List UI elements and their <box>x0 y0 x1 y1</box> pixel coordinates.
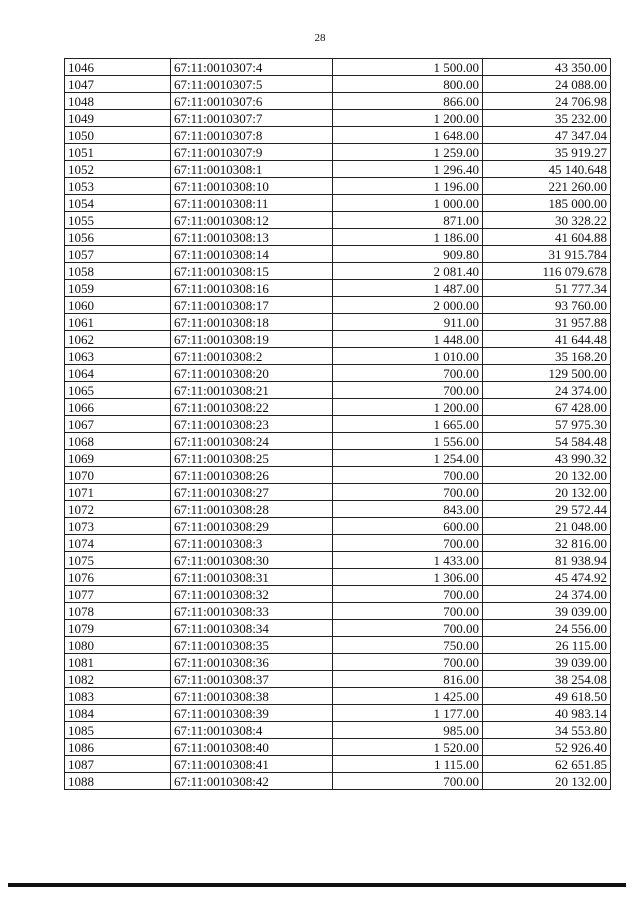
row-number-cell: 1067 <box>65 416 171 433</box>
cadastral-number-cell: 67:11:0010308:36 <box>171 654 333 671</box>
area-cell: 700.00 <box>333 654 483 671</box>
row-number-cell: 1072 <box>65 501 171 518</box>
value-cell: 35 919.27 <box>483 144 611 161</box>
area-cell: 985.00 <box>333 722 483 739</box>
value-cell: 51 777.34 <box>483 280 611 297</box>
table-row <box>65 756 611 773</box>
table-row <box>65 263 611 280</box>
cadastral-number-cell: 67:11:0010308:27 <box>171 484 333 501</box>
row-number-cell: 1063 <box>65 348 171 365</box>
cadastral-number-cell: 67:11:0010308:32 <box>171 586 333 603</box>
table-row <box>65 535 611 552</box>
table-row <box>65 280 611 297</box>
value-cell: 47 347.04 <box>483 127 611 144</box>
table-row <box>65 144 611 161</box>
cadastral-number-cell: 67:11:0010308:20 <box>171 365 333 382</box>
cadastral-number-cell: 67:11:0010307:7 <box>171 110 333 127</box>
cadastral-number-cell: 67:11:0010307:9 <box>171 144 333 161</box>
cadastral-number-cell: 67:11:0010308:42 <box>171 773 333 790</box>
area-cell: 1 296.40 <box>333 161 483 178</box>
area-cell: 1 200.00 <box>333 110 483 127</box>
table-row <box>65 212 611 229</box>
row-number-cell: 1083 <box>65 688 171 705</box>
cadastral-number-cell: 67:11:0010308:19 <box>171 331 333 348</box>
cadastral-number-cell: 67:11:0010307:5 <box>171 76 333 93</box>
area-cell: 843.00 <box>333 501 483 518</box>
cadastral-number-cell: 67:11:0010308:14 <box>171 246 333 263</box>
area-cell: 1 177.00 <box>333 705 483 722</box>
table-row <box>65 586 611 603</box>
row-number-cell: 1058 <box>65 263 171 280</box>
table-row <box>65 365 611 382</box>
table-row <box>65 739 611 756</box>
row-number-cell: 1061 <box>65 314 171 331</box>
row-number-cell: 1088 <box>65 773 171 790</box>
value-cell: 39 039.00 <box>483 603 611 620</box>
area-cell: 1 254.00 <box>333 450 483 467</box>
row-number-cell: 1057 <box>65 246 171 263</box>
table-row <box>65 688 611 705</box>
value-cell: 93 760.00 <box>483 297 611 314</box>
row-number-cell: 1074 <box>65 535 171 552</box>
row-number-cell: 1046 <box>65 59 171 76</box>
area-cell: 700.00 <box>333 586 483 603</box>
value-cell: 45 140.648 <box>483 161 611 178</box>
value-cell: 57 975.30 <box>483 416 611 433</box>
cadastral-number-cell: 67:11:0010308:23 <box>171 416 333 433</box>
cadastral-number-cell: 67:11:0010308:4 <box>171 722 333 739</box>
value-cell: 34 553.80 <box>483 722 611 739</box>
value-cell: 43 350.00 <box>483 59 611 76</box>
table-row <box>65 569 611 586</box>
table-row <box>65 297 611 314</box>
row-number-cell: 1075 <box>65 552 171 569</box>
value-cell: 41 644.48 <box>483 331 611 348</box>
row-number-cell: 1073 <box>65 518 171 535</box>
table-row <box>65 467 611 484</box>
table-row <box>65 246 611 263</box>
value-cell: 52 926.40 <box>483 739 611 756</box>
table-row <box>65 484 611 501</box>
row-number-cell: 1052 <box>65 161 171 178</box>
area-cell: 866.00 <box>333 93 483 110</box>
row-number-cell: 1055 <box>65 212 171 229</box>
cadastral-number-cell: 67:11:0010308:21 <box>171 382 333 399</box>
table-row <box>65 671 611 688</box>
cadastral-number-cell: 67:11:0010308:37 <box>171 671 333 688</box>
value-cell: 26 115.00 <box>483 637 611 654</box>
cadastral-number-cell: 67:11:0010308:22 <box>171 399 333 416</box>
table-row <box>65 229 611 246</box>
value-cell: 20 132.00 <box>483 467 611 484</box>
table-row <box>65 314 611 331</box>
table-row <box>65 722 611 739</box>
area-cell: 2 081.40 <box>333 263 483 280</box>
table-row <box>65 127 611 144</box>
value-cell: 41 604.88 <box>483 229 611 246</box>
table-row <box>65 518 611 535</box>
area-cell: 750.00 <box>333 637 483 654</box>
table-row <box>65 637 611 654</box>
area-cell: 700.00 <box>333 603 483 620</box>
row-number-cell: 1048 <box>65 93 171 110</box>
row-number-cell: 1068 <box>65 433 171 450</box>
cadastral-number-cell: 67:11:0010308:2 <box>171 348 333 365</box>
value-cell: 81 938.94 <box>483 552 611 569</box>
table-row <box>65 331 611 348</box>
area-cell: 816.00 <box>333 671 483 688</box>
row-number-cell: 1080 <box>65 637 171 654</box>
value-cell: 24 374.00 <box>483 586 611 603</box>
area-cell: 800.00 <box>333 76 483 93</box>
row-number-cell: 1066 <box>65 399 171 416</box>
row-number-cell: 1062 <box>65 331 171 348</box>
area-cell: 871.00 <box>333 212 483 229</box>
value-cell: 29 572.44 <box>483 501 611 518</box>
row-number-cell: 1049 <box>65 110 171 127</box>
row-number-cell: 1082 <box>65 671 171 688</box>
value-cell: 24 088.00 <box>483 76 611 93</box>
value-cell: 24 556.00 <box>483 620 611 637</box>
area-cell: 1 648.00 <box>333 127 483 144</box>
row-number-cell: 1081 <box>65 654 171 671</box>
value-cell: 39 039.00 <box>483 654 611 671</box>
cadastral-number-cell: 67:11:0010308:28 <box>171 501 333 518</box>
value-cell: 35 232.00 <box>483 110 611 127</box>
table-row <box>65 773 611 790</box>
cadastral-number-cell: 67:11:0010308:11 <box>171 195 333 212</box>
area-cell: 1 259.00 <box>333 144 483 161</box>
area-cell: 1 520.00 <box>333 739 483 756</box>
area-cell: 1 196.00 <box>333 178 483 195</box>
row-number-cell: 1059 <box>65 280 171 297</box>
cadastral-number-cell: 67:11:0010308:26 <box>171 467 333 484</box>
row-number-cell: 1065 <box>65 382 171 399</box>
cadastral-number-cell: 67:11:0010308:25 <box>171 450 333 467</box>
area-cell: 1 665.00 <box>333 416 483 433</box>
table-row <box>65 705 611 722</box>
value-cell: 21 048.00 <box>483 518 611 535</box>
cadastral-number-cell: 67:11:0010308:16 <box>171 280 333 297</box>
row-number-cell: 1060 <box>65 297 171 314</box>
value-cell: 31 957.88 <box>483 314 611 331</box>
cadastral-number-cell: 67:11:0010308:1 <box>171 161 333 178</box>
cadastral-number-cell: 67:11:0010308:30 <box>171 552 333 569</box>
cadastral-number-cell: 67:11:0010308:41 <box>171 756 333 773</box>
value-cell: 116 079.678 <box>483 263 611 280</box>
area-cell: 1 448.00 <box>333 331 483 348</box>
table-row <box>65 450 611 467</box>
value-cell: 24 706.98 <box>483 93 611 110</box>
value-cell: 20 132.00 <box>483 484 611 501</box>
row-number-cell: 1076 <box>65 569 171 586</box>
cadastral-number-cell: 67:11:0010308:15 <box>171 263 333 280</box>
value-cell: 30 328.22 <box>483 212 611 229</box>
row-number-cell: 1078 <box>65 603 171 620</box>
area-cell: 911.00 <box>333 314 483 331</box>
row-number-cell: 1086 <box>65 739 171 756</box>
area-cell: 700.00 <box>333 467 483 484</box>
row-number-cell: 1087 <box>65 756 171 773</box>
table-row <box>65 76 611 93</box>
row-number-cell: 1054 <box>65 195 171 212</box>
cadastral-number-cell: 67:11:0010308:12 <box>171 212 333 229</box>
area-cell: 1 433.00 <box>333 552 483 569</box>
cadastral-number-cell: 67:11:0010308:24 <box>171 433 333 450</box>
value-cell: 31 915.784 <box>483 246 611 263</box>
area-cell: 700.00 <box>333 382 483 399</box>
page-number: 28 <box>314 32 326 44</box>
cadastral-number-cell: 67:11:0010308:34 <box>171 620 333 637</box>
cadastral-number-cell: 67:11:0010308:31 <box>171 569 333 586</box>
area-cell: 1 556.00 <box>333 433 483 450</box>
table-row <box>65 620 611 637</box>
cadastral-number-cell: 67:11:0010308:17 <box>171 297 333 314</box>
row-number-cell: 1051 <box>65 144 171 161</box>
table-row <box>65 161 611 178</box>
cadastral-number-cell: 67:11:0010307:8 <box>171 127 333 144</box>
area-cell: 700.00 <box>333 773 483 790</box>
cadastral-number-cell: 67:11:0010308:29 <box>171 518 333 535</box>
table-row <box>65 348 611 365</box>
table-row <box>65 93 611 110</box>
row-number-cell: 1077 <box>65 586 171 603</box>
table-row <box>65 603 611 620</box>
value-cell: 49 618.50 <box>483 688 611 705</box>
cadastral-number-cell: 67:11:0010308:3 <box>171 535 333 552</box>
area-cell: 600.00 <box>333 518 483 535</box>
value-cell: 32 816.00 <box>483 535 611 552</box>
table-row <box>65 382 611 399</box>
area-cell: 909.80 <box>333 246 483 263</box>
value-cell: 35 168.20 <box>483 348 611 365</box>
value-cell: 129 500.00 <box>483 365 611 382</box>
table-row <box>65 399 611 416</box>
area-cell: 700.00 <box>333 365 483 382</box>
area-cell: 700.00 <box>333 535 483 552</box>
area-cell: 700.00 <box>333 484 483 501</box>
cadastral-number-cell: 67:11:0010308:35 <box>171 637 333 654</box>
cadastral-number-cell: 67:11:0010307:6 <box>171 93 333 110</box>
area-cell: 1 115.00 <box>333 756 483 773</box>
cadastral-number-cell: 67:11:0010308:38 <box>171 688 333 705</box>
row-number-cell: 1071 <box>65 484 171 501</box>
value-cell: 67 428.00 <box>483 399 611 416</box>
area-cell: 2 000.00 <box>333 297 483 314</box>
table-row <box>65 195 611 212</box>
cadastral-number-cell: 67:11:0010308:13 <box>171 229 333 246</box>
cadastral-number-cell: 67:11:0010308:39 <box>171 705 333 722</box>
value-cell: 20 132.00 <box>483 773 611 790</box>
table-row <box>65 654 611 671</box>
row-number-cell: 1064 <box>65 365 171 382</box>
value-cell: 185 000.00 <box>483 195 611 212</box>
area-cell: 1 186.00 <box>333 229 483 246</box>
value-cell: 221 260.00 <box>483 178 611 195</box>
table-row <box>65 178 611 195</box>
value-cell: 24 374.00 <box>483 382 611 399</box>
cadastral-number-cell: 67:11:0010308:18 <box>171 314 333 331</box>
cadastral-number-cell: 67:11:0010308:40 <box>171 739 333 756</box>
value-cell: 38 254.08 <box>483 671 611 688</box>
table-row <box>65 416 611 433</box>
row-number-cell: 1079 <box>65 620 171 637</box>
area-cell: 1 487.00 <box>333 280 483 297</box>
area-cell: 700.00 <box>333 620 483 637</box>
row-number-cell: 1085 <box>65 722 171 739</box>
bottom-rule <box>8 883 626 887</box>
table-row <box>65 59 611 76</box>
area-cell: 1 306.00 <box>333 569 483 586</box>
table-row <box>65 433 611 450</box>
cadastral-value-table <box>64 58 611 790</box>
area-cell: 1 010.00 <box>333 348 483 365</box>
cadastral-number-cell: 67:11:0010308:33 <box>171 603 333 620</box>
table-body <box>65 59 611 790</box>
row-number-cell: 1056 <box>65 229 171 246</box>
table-row <box>65 110 611 127</box>
value-cell: 40 983.14 <box>483 705 611 722</box>
cadastral-number-cell: 67:11:0010307:4 <box>171 59 333 76</box>
value-cell: 45 474.92 <box>483 569 611 586</box>
area-cell: 1 200.00 <box>333 399 483 416</box>
row-number-cell: 1053 <box>65 178 171 195</box>
table-row <box>65 501 611 518</box>
row-number-cell: 1070 <box>65 467 171 484</box>
row-number-cell: 1084 <box>65 705 171 722</box>
row-number-cell: 1047 <box>65 76 171 93</box>
row-number-cell: 1069 <box>65 450 171 467</box>
area-cell: 1 000.00 <box>333 195 483 212</box>
area-cell: 1 500.00 <box>333 59 483 76</box>
cadastral-number-cell: 67:11:0010308:10 <box>171 178 333 195</box>
area-cell: 1 425.00 <box>333 688 483 705</box>
value-cell: 54 584.48 <box>483 433 611 450</box>
value-cell: 43 990.32 <box>483 450 611 467</box>
value-cell: 62 651.85 <box>483 756 611 773</box>
row-number-cell: 1050 <box>65 127 171 144</box>
table-row <box>65 552 611 569</box>
